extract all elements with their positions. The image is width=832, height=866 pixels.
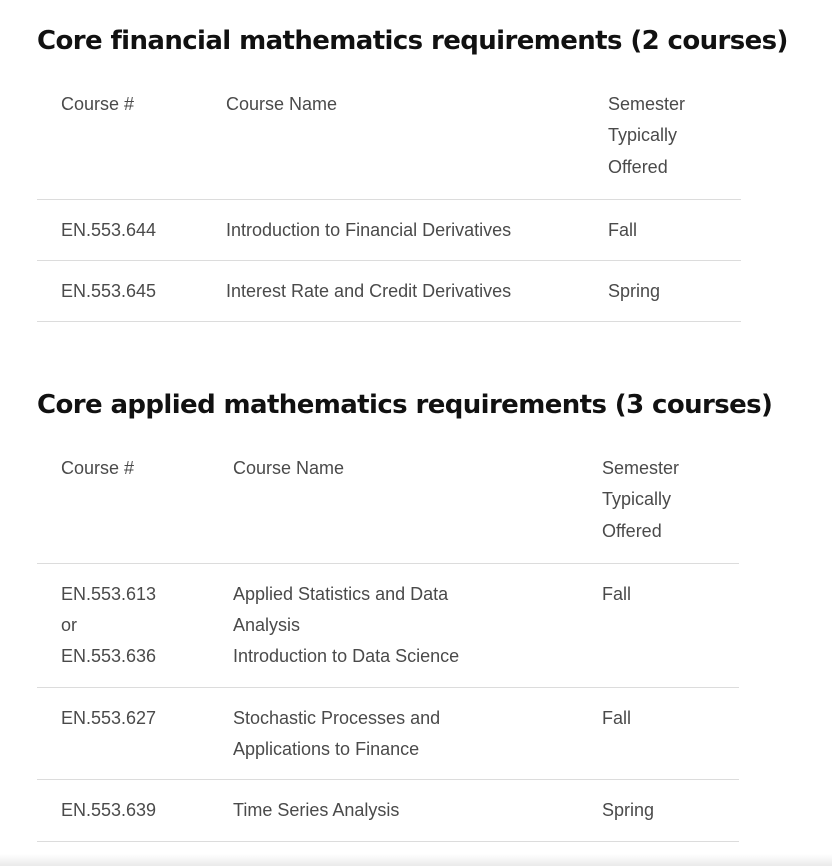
header-course-number: Course #: [37, 452, 233, 563]
header-course-name: Course Name: [226, 88, 608, 199]
table-row: [37, 780, 739, 841]
table-header-row: [37, 88, 741, 199]
course-name-line: Applications to Finance: [233, 739, 420, 760]
header-semester-line: Offered: [608, 156, 668, 177]
course-semester: Spring: [608, 261, 741, 322]
applied-courses-table: [37, 452, 739, 842]
course-name: Introduction to Financial Derivatives: [226, 199, 608, 260]
header-semester-line: Semester: [602, 458, 680, 478]
header-semester-line: Typically: [602, 489, 672, 510]
header-semester-line: Offered: [602, 520, 662, 541]
header-semester-line: Typically: [608, 125, 678, 146]
course-name-line: Introduction to Data Science: [233, 646, 460, 667]
header-course-number: Course #: [37, 88, 226, 199]
table-row: [37, 687, 739, 780]
table-row: [37, 261, 741, 322]
course-name: [233, 687, 602, 780]
course-number: EN.553.639: [37, 780, 233, 841]
section-title-financial: Core financial mathematics requirements (2 courses): [37, 26, 788, 56]
course-name-line: Analysis: [233, 615, 301, 636]
section-title-applied: Core applied mathematics requirements (3 courses): [37, 390, 773, 420]
course-name: Interest Rate and Credit Derivatives: [226, 261, 608, 322]
course-number-line: or: [61, 615, 78, 636]
bottom-scroll-shadow: [0, 854, 832, 866]
course-number: EN.553.645: [37, 261, 226, 322]
course-number: [37, 563, 233, 687]
financial-courses-table: [37, 88, 741, 322]
course-name-line: Applied Statistics and Data: [233, 583, 449, 604]
course-semester: Fall: [602, 563, 739, 687]
course-semester: Fall: [602, 687, 739, 780]
course-number: EN.553.644: [37, 199, 226, 260]
header-semester-line: Semester: [608, 94, 686, 114]
course-name-line: Stochastic Processes and: [233, 707, 441, 728]
course-number: EN.553.627: [37, 687, 233, 780]
table-row: [37, 563, 739, 687]
header-semester: [602, 452, 739, 563]
table-row: [37, 199, 741, 260]
header-course-name: Course Name: [233, 452, 602, 563]
course-number-line: EN.553.636: [61, 646, 157, 667]
course-name: Time Series Analysis: [233, 780, 602, 841]
table-header-row: [37, 452, 739, 563]
course-semester: Fall: [608, 199, 741, 260]
header-semester: [608, 88, 741, 199]
course-semester: Spring: [602, 780, 739, 841]
course-number-line: EN.553.613: [61, 583, 157, 604]
course-name: [233, 563, 602, 687]
